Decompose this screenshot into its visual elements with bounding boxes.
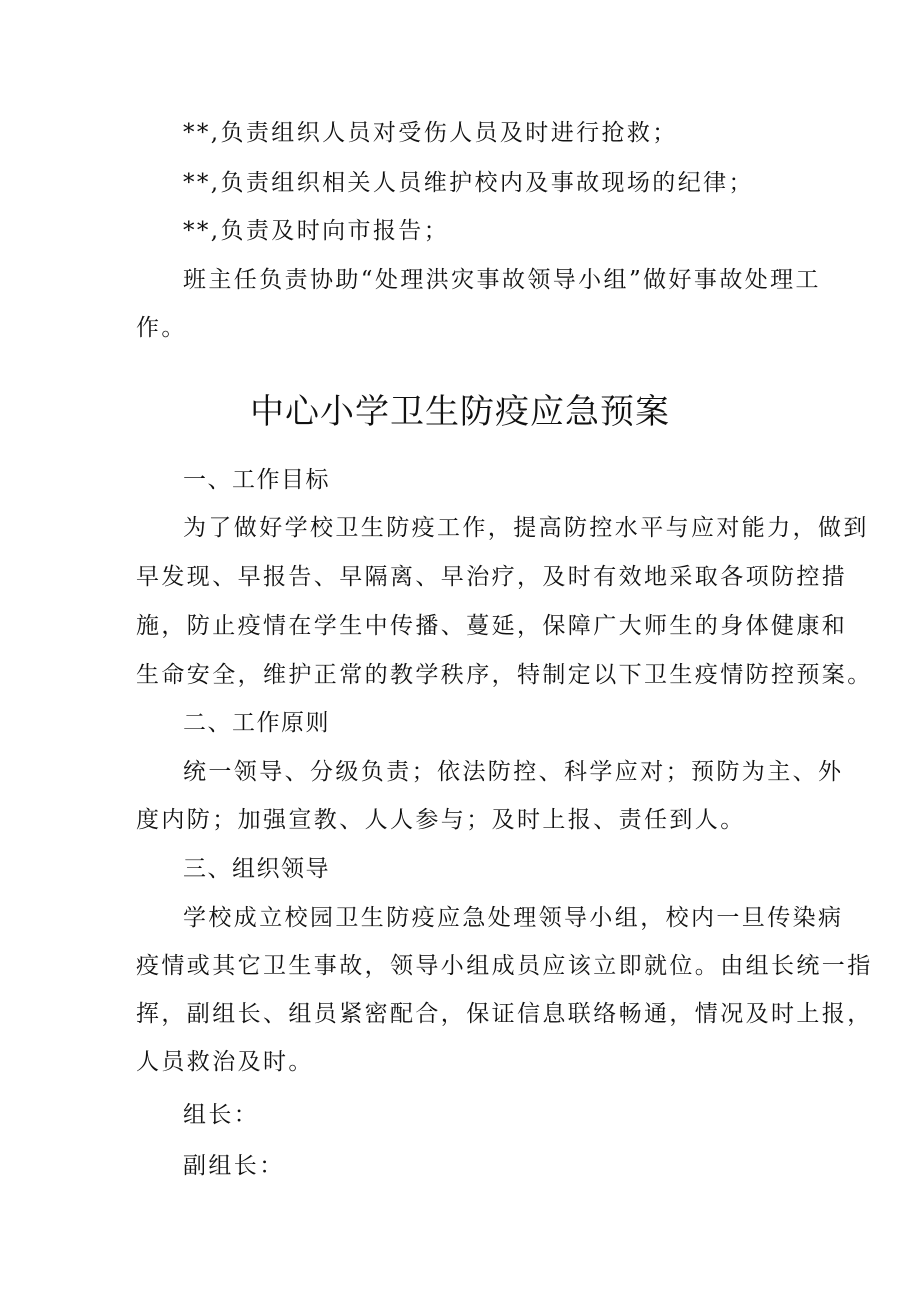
document-title: 中心小学卫生防疫应急预案 [250, 392, 670, 432]
section1-heading: 一、工作目标 [183, 467, 330, 493]
top-line-1: **,负责组织人员对受伤人员及时进行抢救； [183, 120, 678, 146]
top-line-3: **,负责及时向市报告； [183, 218, 450, 244]
section2-line-2: 度内防；加强宣教、人人参与；及时上报、责任到人。 [136, 807, 746, 833]
top-line-2: **,负责组织相关人员维护校内及事故现场的纪律； [183, 170, 754, 196]
section3-line-3: 挥，副组长、组员紧密配合，保证信息联络畅通，情况及时上报， [136, 1001, 873, 1027]
top-line-5: 作。 [136, 315, 187, 341]
section1-line-4: 生命安全，维护正常的教学秩序，特制定以下卫生疫情防控预案。 [136, 662, 873, 688]
top-line-4: 班主任负责协助“处理洪灾事故领导小组”做好事故处理工 [183, 267, 821, 293]
section2-line-1: 统一领导、分级负责；依法防控、科学应对；预防为主、外 [183, 759, 844, 785]
section3-heading: 三、组织领导 [183, 856, 330, 882]
section3-line-2: 疫情或其它卫生事故，领导小组成员应该立即就位。由组长统一指 [136, 953, 873, 979]
section2-heading: 二、工作原则 [183, 710, 330, 736]
section1-line-2: 早发现、早报告、早隔离、早治疗，及时有效地采取各项防控措 [136, 564, 848, 590]
deputy-leader-label: 副组长： [183, 1153, 285, 1179]
section1-line-3: 施，防止疫情在学生中传播、蔓延，保障广大师生的身体健康和 [136, 613, 848, 639]
section1-line-1: 为了做好学校卫生防疫工作，提高防控水平与应对能力，做到 [183, 515, 869, 541]
section3-line-1: 学校成立校园卫生防疫应急处理领导小组，校内一旦传染病 [183, 905, 844, 931]
section3-line-4: 人员救治及时。 [136, 1049, 314, 1075]
leader-label: 组长： [183, 1102, 260, 1128]
